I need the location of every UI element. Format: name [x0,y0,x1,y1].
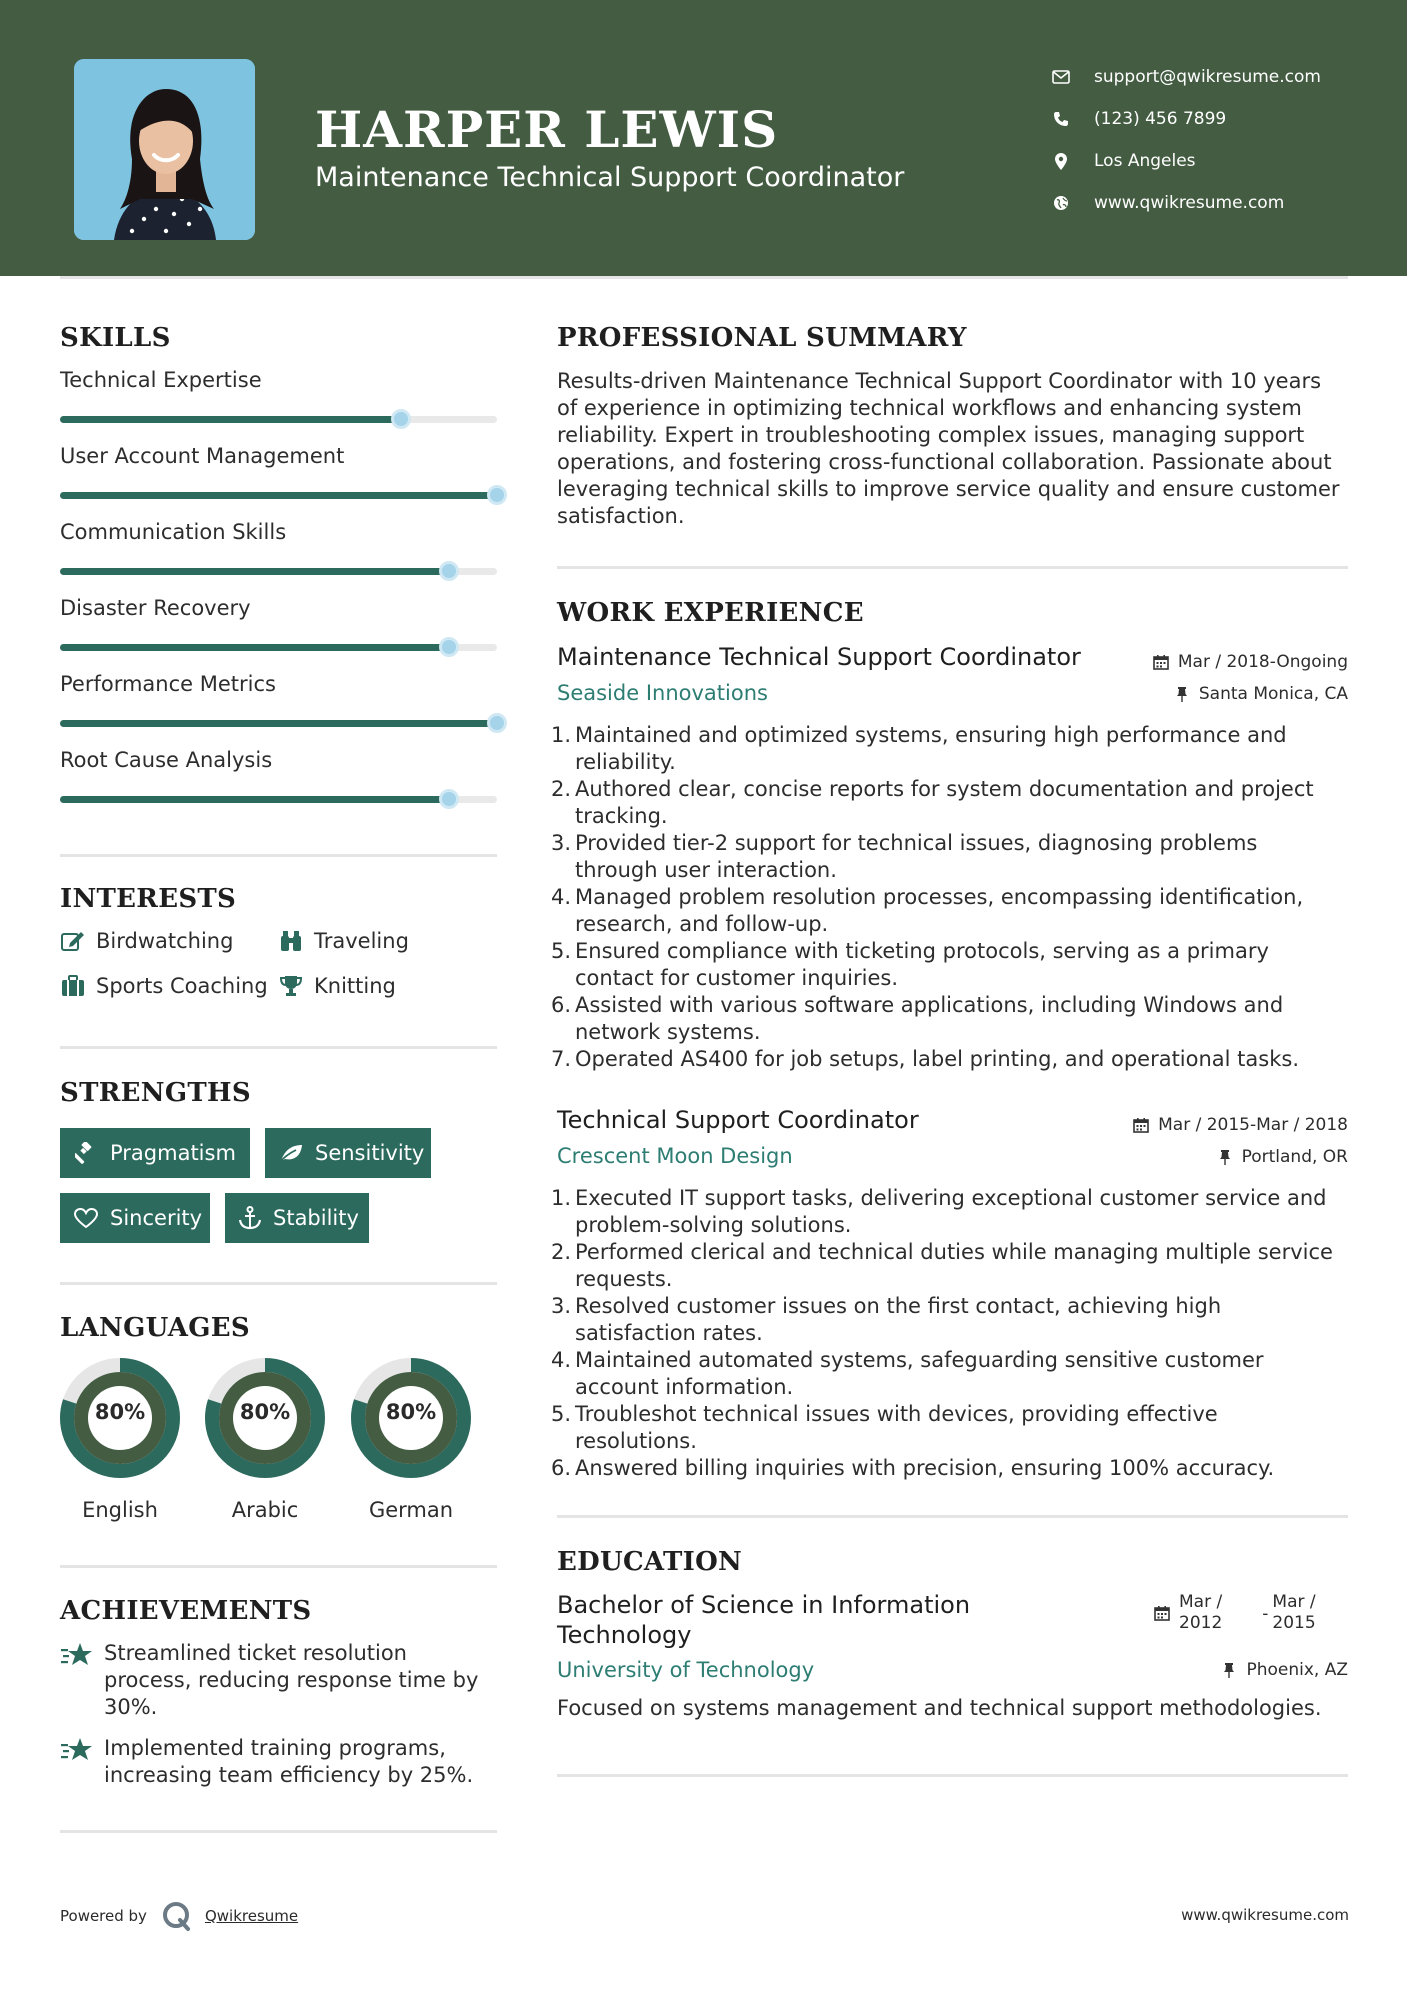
job-bullet: 1. Executed IT support tasks, delivering exceptional customer service and problem-solving solutions. [551,1186,1327,1237]
job-bullet: 1. Maintained and optimized systems, ensuring high performance and reliability. [551,723,1287,774]
job-bullet: 2. Authored clear, concise reports for system documentation and project tracking. [551,777,1314,828]
education-heading: EDUCATION [557,1547,743,1577]
language-percent: 80% [385,1400,437,1424]
job-bullet: 6. Answered billing inquiries with precision, ensuring 100% accuracy. [551,1456,1275,1480]
job-bullet: 4. Maintained automated systems, safeguarding sensitive customer account information. [551,1348,1264,1399]
star-award-icon [60,1640,94,1670]
qwikresume-link[interactable]: Qwikresume [204,1907,299,1925]
job-role: Technical Support Coordinator [557,1106,919,1134]
contact-email[interactable] [1050,56,1321,98]
skill-label: Disaster Recovery [60,596,251,620]
pushpin-icon [1220,1661,1238,1679]
skill-item [60,444,497,468]
education-school: University of Technology [557,1658,815,1682]
job-bullet: 4. Managed problem resolution processes, encompassing identification, research, and follow-up. [551,885,1304,936]
job-location [1216,1147,1348,1167]
contact-website[interactable] [1050,182,1321,224]
skill-fill [60,568,449,575]
skill-label: Performance Metrics [60,672,276,696]
candidate-name: HARPER LEWIS [315,100,779,159]
skill-fill [60,416,401,423]
footer-powered-by [60,1900,298,1932]
education-degree-line: Bachelor of Science in Information [557,1591,971,1619]
binoculars-icon [278,928,304,954]
job-dates-text: Mar / 2018-Ongoing [1177,652,1348,672]
interest-label: Knitting [314,974,396,998]
job-dates [1152,652,1348,672]
resume-header [0,0,1407,276]
calendar-icon [1132,1116,1150,1134]
skill-item [60,748,497,772]
strengths-heading: STRENGTHS [60,1078,251,1108]
skill-track [60,796,497,803]
summary-divider [557,566,1348,569]
interest-label: Birdwatching [96,929,234,953]
strength-label: Sensitivity [315,1141,425,1165]
achievements-divider [60,1830,497,1833]
contact-list [1050,56,1321,224]
job-dates-text: Mar / 2015-Mar / 2018 [1158,1115,1348,1135]
interest-knitting [278,973,396,999]
language-percent: 80% [94,1400,146,1424]
contact-location [1050,140,1321,182]
pencil-square-icon [60,928,86,954]
star-award-icon [60,1735,94,1765]
contact-website-text: www.qwikresume.com [1094,193,1285,213]
job-bullet: 3. Provided tier-2 support for technical issues, diagnosing problems through user interaction. [551,831,1258,882]
candidate-title: Maintenance Technical Support Coordinator [315,162,905,193]
skill-label: Root Cause Analysis [60,748,273,772]
experience-heading: WORK EXPERIENCE [557,598,864,628]
job-bullet: 7. Operated AS400 for job setups, label printing, and operational tasks. [551,1047,1299,1071]
interest-birdwatching [60,928,233,954]
job-role: Maintenance Technical Support Coordinator [557,643,1081,671]
map-pin-icon [1050,150,1072,172]
skill-item [60,368,497,392]
achievements-heading: ACHIEVEMENTS [60,1596,312,1626]
achievement-text: Streamlined ticket resolution process, reducing response time by 30%. [104,1641,479,1719]
contact-location-text: Los Angeles [1094,151,1196,171]
skill-knob [439,637,459,657]
job-location-text: Portland, OR [1241,1147,1348,1167]
strength-chip-sincerity [60,1193,210,1243]
strength-chip-stability [225,1193,369,1243]
language-item [349,1356,473,1522]
skills-heading: SKILLS [60,323,171,353]
skill-fill [60,720,497,727]
job-bullet: 5. Ensured compliance with ticketing protocols, serving as a primary contact for customer inquiries. [551,939,1269,990]
education-location-text: Phoenix, AZ [1246,1660,1348,1680]
skill-item [60,672,497,696]
job-bullet: 6. Assisted with various software applications, including Windows and network systems. [551,993,1284,1044]
job-company: Seaside Innovations [557,681,768,705]
education-end: Mar / 2015 [1272,1592,1316,1633]
job-bullet: 2. Performed clerical and technical duties while managing multiple service requests. [551,1240,1333,1291]
job-bullets [551,722,1345,1073]
pushpin-icon [1173,685,1191,703]
date-separator: - [1262,1604,1269,1624]
skill-item [60,596,497,620]
skill-track [60,416,497,423]
interest-label: Sports Coaching [96,974,268,998]
contact-email-text: support@qwikresume.com [1094,67,1321,87]
footer-url[interactable]: www.qwikresume.com [1181,1906,1349,1924]
pushpin-icon [1216,1148,1234,1166]
language-name: German [368,1498,454,1522]
job-bullet: 5. Troubleshot technical issues with devices, providing effective resolutions. [551,1402,1218,1453]
language-item [58,1356,182,1522]
leaf-icon [279,1141,303,1165]
strength-label: Stability [273,1206,359,1230]
skill-knob [391,409,411,429]
skill-knob [439,789,459,809]
skill-fill [60,492,497,499]
strength-chip-sensitivity [265,1128,431,1178]
briefcase-icon [60,973,86,999]
education-location [1220,1660,1348,1680]
languages-heading: LANGUAGES [60,1313,250,1343]
skill-label: User Account Management [60,444,345,468]
summary-text: Results-driven Maintenance Technical Support Coordinator with 10 years of experience in optimizing technical workflows and enhancing system reliability. Expert in troubleshooting complex issues, managing support operations, and fostering cross-functional collaboration. Passionate about leveraging technical skills to improve service quality and ensure customer satisfaction. [557,369,1340,528]
skill-knob [487,713,507,733]
summary-heading: PROFESSIONAL SUMMARY [557,323,967,353]
contact-phone[interactable] [1050,98,1321,140]
skill-item [60,520,497,544]
job-bullets [551,1185,1345,1482]
skill-fill [60,796,449,803]
strength-chip-pragmatism [60,1128,250,1178]
phone-icon [1050,108,1072,130]
envelope-icon [1050,66,1072,88]
header-divider [60,276,1348,279]
profile-photo [74,59,255,240]
education-start: Mar / 2012 [1179,1592,1223,1633]
interests-divider [60,1046,497,1049]
skill-track [60,644,497,651]
interest-sports-coaching [60,973,268,999]
job-bullet: 3. Resolved customer issues on the first contact, achieving high satisfaction rates. [551,1294,1222,1345]
achievement-item [60,1640,500,1721]
strengths-divider [60,1282,497,1285]
skills-divider [60,854,497,857]
skill-track [60,568,497,575]
skill-label: Communication Skills [60,520,287,544]
skill-knob [439,561,459,581]
achievement-text: Implemented training programs, increasing team efficiency by 25%. [104,1736,474,1787]
trophy-icon [278,973,304,999]
globe-icon [1050,192,1072,214]
strength-label: Pragmatism [110,1141,236,1165]
calendar-icon [1152,653,1170,671]
calendar-icon [1153,1604,1171,1622]
education-divider [557,1774,1348,1777]
skill-track [60,492,497,499]
interests-heading: INTERESTS [60,884,237,914]
powered-by-text: Powered by [60,1907,147,1925]
education-degree-line: Technology [557,1621,692,1649]
job-company: Crescent Moon Design [557,1144,793,1168]
language-name: Arabic [231,1498,299,1522]
education-dates [1153,1592,1316,1634]
language-name: English [82,1498,158,1522]
anchor-icon [239,1206,261,1230]
heart-icon [74,1206,98,1230]
language-percent: 80% [239,1400,291,1424]
interest-label: Traveling [314,929,409,953]
achievement-item [60,1735,500,1789]
skill-knob [487,485,507,505]
qwikresume-logo-icon [161,1900,193,1932]
language-item [203,1356,327,1522]
skill-track [60,720,497,727]
gavel-icon [74,1141,98,1165]
education-degree [557,1590,970,1650]
job-location-text: Santa Monica, CA [1198,684,1348,704]
interest-traveling [278,928,409,954]
skill-label: Technical Expertise [60,368,262,392]
job-dates [1132,1115,1348,1135]
education-description: Focused on systems management and technical support methodologies. [557,1696,1322,1720]
contact-phone-text: (123) 456 7899 [1094,109,1227,129]
languages-divider [60,1565,497,1568]
job-location [1173,684,1348,704]
skill-fill [60,644,449,651]
strength-label: Sincerity [110,1206,203,1230]
experience-divider [557,1515,1348,1518]
